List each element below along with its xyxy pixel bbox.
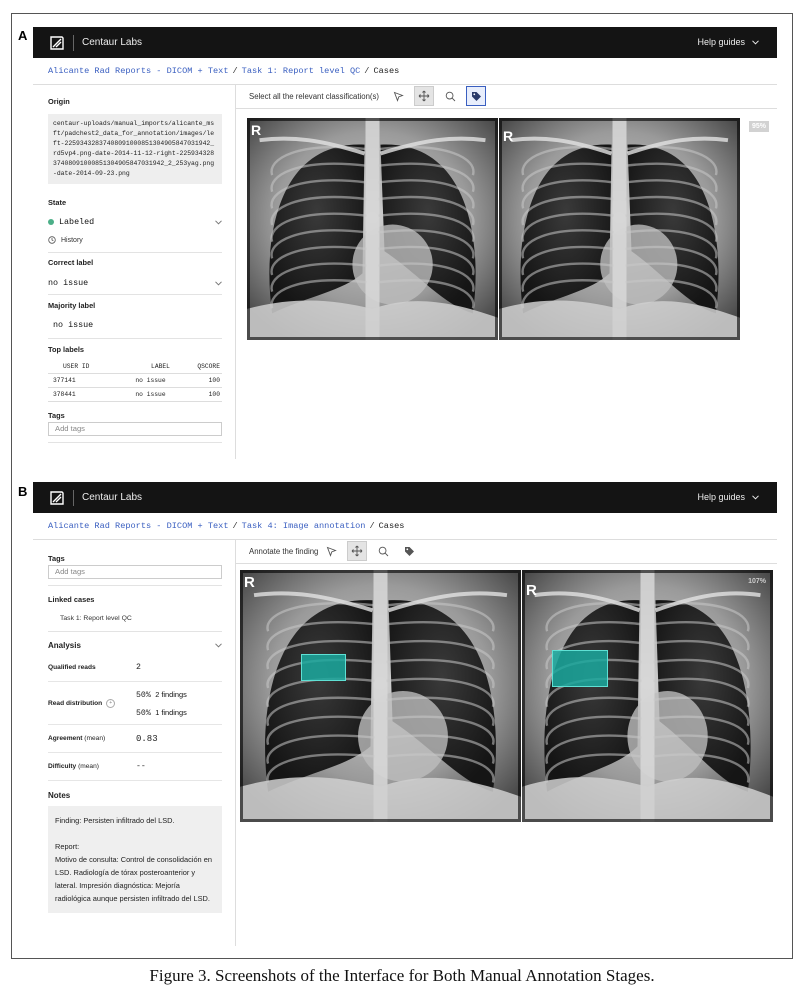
linked-cases-title: Linked cases — [48, 595, 95, 604]
pointer-icon — [326, 546, 337, 557]
breadcrumb-project-link[interactable]: Alicante Rad Reports - DICOM + Text — [48, 521, 229, 531]
tool-prompt: Select all the relevant classification(s) — [249, 91, 380, 101]
chevron-down-icon — [752, 495, 759, 500]
breadcrumb-task-link[interactable]: Task 4: Image annotation — [241, 521, 366, 531]
r-orientation-marker: R — [526, 582, 537, 599]
agreement-label: Agreement — [48, 735, 83, 742]
top-labels-title: Top labels — [48, 345, 84, 354]
xray-image-right[interactable] — [499, 118, 740, 340]
breadcrumb-project-link[interactable]: Alicante Rad Reports - DICOM + Text — [48, 66, 229, 76]
tool-prompt: Annotate the finding — [249, 546, 319, 556]
read-distribution-label: Read distribution — [48, 699, 103, 707]
cell-label: no issue — [135, 391, 166, 398]
state-value: Labeled — [59, 217, 95, 227]
correct-label-dropdown[interactable] — [48, 277, 222, 289]
xray-image-left[interactable] — [240, 570, 521, 822]
difficulty-label: Difficulty — [48, 763, 77, 770]
help-guides-label: Help guides — [697, 492, 745, 502]
panel-b-app — [33, 482, 777, 946]
origin-path: centaur-uploads/manual_imports/alicante_msft/padchest2_data_for_annotation/images/left-22593432837408091000851304905847031942_rd5vp4.png-date-2014-11-12-right-22593432837408091000851304905847031942_2_253yag.png-date-2014-09-23.png — [48, 114, 222, 184]
zoom-tool-button[interactable] — [373, 541, 393, 561]
read-distribution-findings: 1 findings — [155, 708, 187, 717]
correct-label-value: no issue — [48, 278, 89, 288]
read-distribution-pct: 50% — [136, 709, 151, 718]
chevron-down-icon — [215, 281, 222, 286]
annotate-tool-button[interactable] — [399, 541, 419, 561]
agreement-row — [48, 725, 222, 753]
chest-xray-left — [240, 570, 521, 822]
breadcrumb: Alicante Rad Reports - DICOM + Text / Task 4: Image annotation / Cases — [33, 513, 777, 540]
move-icon — [351, 545, 363, 557]
zoom-level-badge: 107% — [748, 578, 766, 585]
chest-xray-right — [522, 570, 773, 822]
col-header-label: LABEL — [151, 363, 170, 370]
analysis-section-header[interactable] — [48, 641, 222, 650]
breadcrumb-current: Cases — [378, 521, 405, 531]
centaur-logo-icon[interactable] — [49, 35, 65, 51]
zoom-tool-button[interactable] — [440, 86, 460, 106]
correct-label-title: Correct label — [48, 258, 94, 267]
select-tool-button[interactable] — [388, 86, 408, 106]
search-icon — [445, 91, 456, 102]
tag-icon — [404, 546, 415, 557]
help-guides-menu[interactable] — [697, 492, 759, 502]
move-icon — [418, 90, 430, 102]
tags-title: Tags — [48, 554, 65, 563]
help-guides-label: Help guides — [697, 37, 745, 47]
figure-caption: Figure 3. Screenshots of the Interface for Both Manual Annotation Stages. — [149, 966, 655, 985]
difficulty-value: -- — [136, 762, 146, 771]
table-header-row — [48, 360, 222, 374]
r-orientation-marker: R — [503, 128, 514, 144]
cell-qscore: 100 — [208, 391, 220, 398]
majority-label-value: no issue — [53, 320, 94, 330]
origin-label: Origin — [48, 97, 70, 106]
cell-label: no issue — [135, 377, 166, 384]
notes-finding: Finding: Persisten infiltrado del LSD. — [55, 816, 175, 825]
agreement-value: 0.83 — [136, 733, 158, 744]
read-distribution-findings: 2 findings — [155, 690, 187, 699]
chest-xray-left — [247, 118, 498, 340]
top-bar — [33, 482, 777, 513]
case-sidebar — [33, 84, 236, 459]
brand-name: Centaur Labs — [82, 492, 143, 503]
toolbar — [236, 84, 777, 109]
notes-title: Notes — [48, 791, 71, 800]
chest-xray-right — [499, 118, 740, 340]
clock-icon — [48, 236, 56, 244]
read-distribution-row — [48, 682, 222, 725]
toolbar — [236, 539, 777, 564]
centaur-logo-icon[interactable] — [49, 490, 65, 506]
chevron-down-icon — [215, 643, 222, 648]
finding-bounding-box[interactable] — [552, 650, 608, 687]
breadcrumb-task-link[interactable]: Task 1: Report level QC — [241, 66, 361, 76]
qualified-reads-label: Qualified reads — [48, 664, 96, 671]
majority-label-title: Majority label — [48, 301, 96, 310]
brand-name: Centaur Labs — [82, 37, 143, 48]
panel-a-letter: A — [18, 28, 28, 43]
chevron-down-icon — [215, 220, 222, 225]
difficulty-mean: (mean) — [78, 763, 99, 770]
qualified-reads-row — [48, 654, 222, 682]
tags-title: Tags — [48, 411, 65, 420]
history-label: History — [61, 236, 83, 244]
select-tool-button[interactable] — [321, 541, 341, 561]
tags-input[interactable]: Add tags — [48, 422, 222, 436]
pan-tool-button[interactable] — [347, 541, 367, 561]
col-header-qscore: QSCORE — [197, 363, 220, 370]
case-sidebar — [33, 539, 236, 946]
zoom-level-badge: 95% — [749, 121, 769, 132]
difficulty-row — [48, 753, 222, 781]
cell-user-id: 377141 — [53, 377, 76, 384]
table-row — [48, 374, 222, 388]
chevron-down-icon — [752, 40, 759, 45]
tag-icon — [471, 91, 482, 102]
breadcrumb: Alicante Rad Reports - DICOM + Text / Task 1: Report level QC / Cases — [33, 58, 777, 85]
info-icon[interactable]: + — [106, 699, 115, 708]
notes-box — [48, 806, 222, 913]
image-viewer — [236, 84, 777, 459]
notes-report-label: Report: — [55, 842, 80, 851]
xray-image-right[interactable] — [522, 570, 773, 822]
state-label: State — [48, 198, 67, 207]
tags-input[interactable]: Add tags — [48, 565, 222, 579]
top-bar — [33, 27, 777, 58]
pan-tool-button[interactable] — [414, 86, 434, 106]
pointer-icon — [393, 91, 404, 102]
xray-image-left[interactable] — [247, 118, 498, 340]
state-dropdown[interactable] — [48, 215, 222, 229]
image-viewer — [236, 539, 777, 946]
r-orientation-marker: R — [244, 574, 255, 591]
classification-tool-button[interactable] — [466, 86, 486, 106]
table-row — [48, 388, 222, 402]
top-labels-table — [48, 360, 222, 402]
analysis-title: Analysis — [48, 641, 81, 650]
read-distribution-pct: 50% — [136, 691, 151, 700]
finding-bounding-box[interactable] — [301, 654, 346, 681]
panel-a-app — [33, 27, 777, 459]
cell-user-id: 378441 — [53, 391, 76, 398]
help-guides-menu[interactable] — [697, 37, 759, 47]
search-icon — [378, 546, 389, 557]
cell-qscore: 100 — [208, 377, 220, 384]
qualified-reads-value: 2 — [136, 663, 141, 672]
history-link[interactable] — [48, 234, 235, 246]
breadcrumb-current: Cases — [373, 66, 400, 76]
panel-b-letter: B — [18, 484, 28, 499]
linked-case-link[interactable]: Task 1: Report level QC — [60, 615, 132, 622]
col-header-user-id: USER ID — [63, 363, 90, 370]
r-orientation-marker: R — [251, 122, 262, 138]
agreement-mean: (mean) — [84, 735, 106, 742]
state-dot-icon — [48, 219, 54, 225]
notes-report-text: Motivo de consulta: Control de consolidación en LSD. Radiología de tórax posteroanterior y lateral. Impresión diagnóstica: Mejoría radiológica aunque persisten infiltrado del LSD. — [55, 855, 212, 903]
